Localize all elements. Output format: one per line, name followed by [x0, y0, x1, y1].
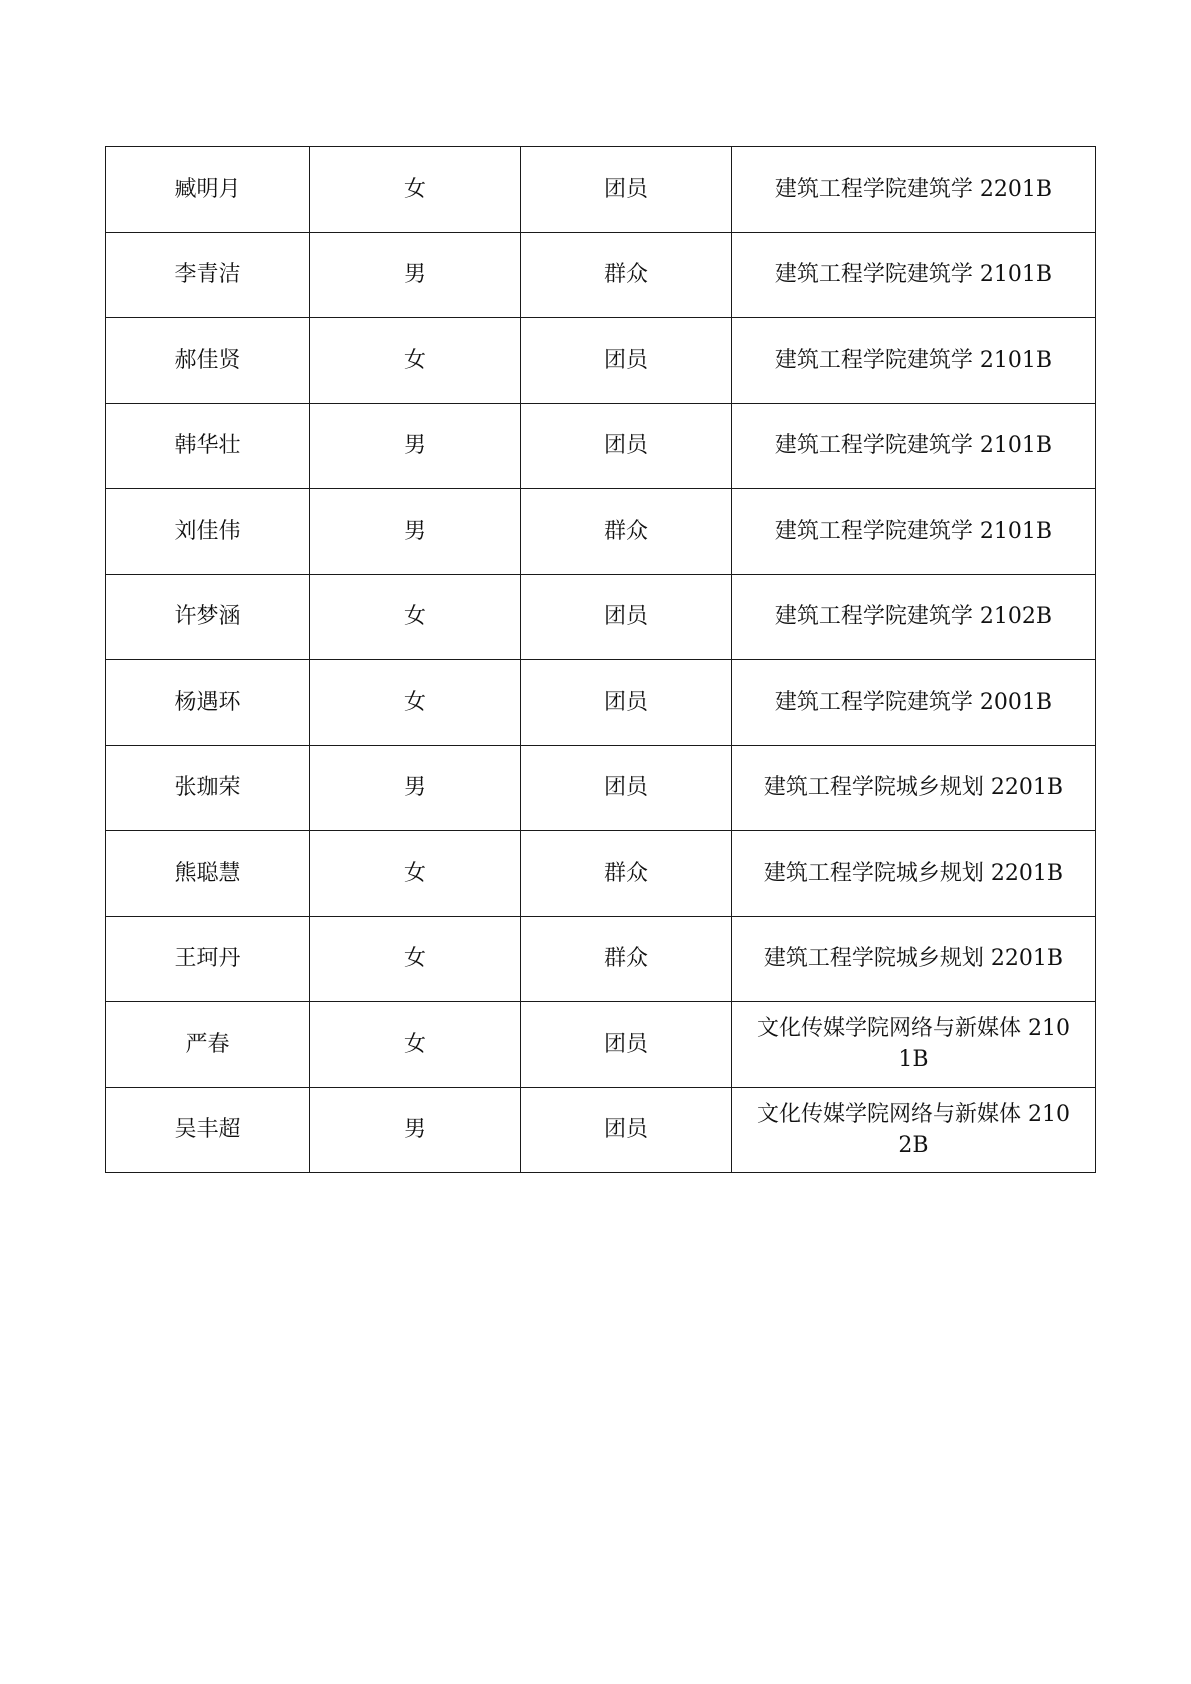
table-row — [106, 318, 1096, 404]
table-row — [106, 147, 1096, 233]
class-cell: 建筑工程学院建筑学 2102B — [732, 574, 1096, 660]
class-cell: 建筑工程学院城乡规划 2201B — [732, 745, 1096, 831]
name-cell: 郝佳贤 — [106, 318, 310, 404]
class-cell: 建筑工程学院城乡规划 2201B — [732, 916, 1096, 1002]
gender-cell: 男 — [310, 1087, 521, 1173]
table-row — [106, 1087, 1096, 1173]
name-cell: 吴丰超 — [106, 1087, 310, 1173]
political-status-cell: 团员 — [521, 1002, 732, 1088]
name-cell: 严春 — [106, 1002, 310, 1088]
gender-cell: 女 — [310, 916, 521, 1002]
student-roster-table — [105, 146, 1096, 1173]
political-status-cell: 群众 — [521, 232, 732, 318]
political-status-cell: 团员 — [521, 574, 732, 660]
class-cell: 建筑工程学院城乡规划 2201B — [732, 831, 1096, 917]
name-cell: 韩华壮 — [106, 403, 310, 489]
table-row — [106, 916, 1096, 1002]
gender-cell: 女 — [310, 574, 521, 660]
political-status-cell: 团员 — [521, 745, 732, 831]
table-row — [106, 1002, 1096, 1088]
gender-cell: 男 — [310, 745, 521, 831]
gender-cell: 女 — [310, 1002, 521, 1088]
political-status-cell: 团员 — [521, 660, 732, 746]
class-cell: 文化传媒学院网络与新媒体 2102B — [732, 1087, 1096, 1173]
class-cell: 文化传媒学院网络与新媒体 2101B — [732, 1002, 1096, 1088]
table-row — [106, 745, 1096, 831]
table-row — [106, 489, 1096, 575]
name-cell: 刘佳伟 — [106, 489, 310, 575]
political-status-cell: 群众 — [521, 916, 732, 1002]
name-cell: 李青洁 — [106, 232, 310, 318]
political-status-cell: 团员 — [521, 147, 732, 233]
class-cell: 建筑工程学院建筑学 2101B — [732, 403, 1096, 489]
political-status-cell: 团员 — [521, 318, 732, 404]
table-row — [106, 232, 1096, 318]
name-cell: 许梦涵 — [106, 574, 310, 660]
gender-cell: 女 — [310, 660, 521, 746]
class-cell: 建筑工程学院建筑学 2101B — [732, 232, 1096, 318]
political-status-cell: 团员 — [521, 403, 732, 489]
political-status-cell: 群众 — [521, 831, 732, 917]
gender-cell: 女 — [310, 831, 521, 917]
gender-cell: 女 — [310, 318, 521, 404]
table-row — [106, 831, 1096, 917]
name-cell: 张珈荣 — [106, 745, 310, 831]
class-cell: 建筑工程学院建筑学 2201B — [732, 147, 1096, 233]
table-row — [106, 660, 1096, 746]
class-cell: 建筑工程学院建筑学 2001B — [732, 660, 1096, 746]
gender-cell: 男 — [310, 232, 521, 318]
name-cell: 杨遇环 — [106, 660, 310, 746]
gender-cell: 男 — [310, 403, 521, 489]
gender-cell: 女 — [310, 147, 521, 233]
table-row — [106, 403, 1096, 489]
name-cell: 王珂丹 — [106, 916, 310, 1002]
class-cell: 建筑工程学院建筑学 2101B — [732, 489, 1096, 575]
class-cell: 建筑工程学院建筑学 2101B — [732, 318, 1096, 404]
name-cell: 熊聪慧 — [106, 831, 310, 917]
political-status-cell: 团员 — [521, 1087, 732, 1173]
political-status-cell: 群众 — [521, 489, 732, 575]
gender-cell: 男 — [310, 489, 521, 575]
name-cell: 臧明月 — [106, 147, 310, 233]
table-row — [106, 574, 1096, 660]
